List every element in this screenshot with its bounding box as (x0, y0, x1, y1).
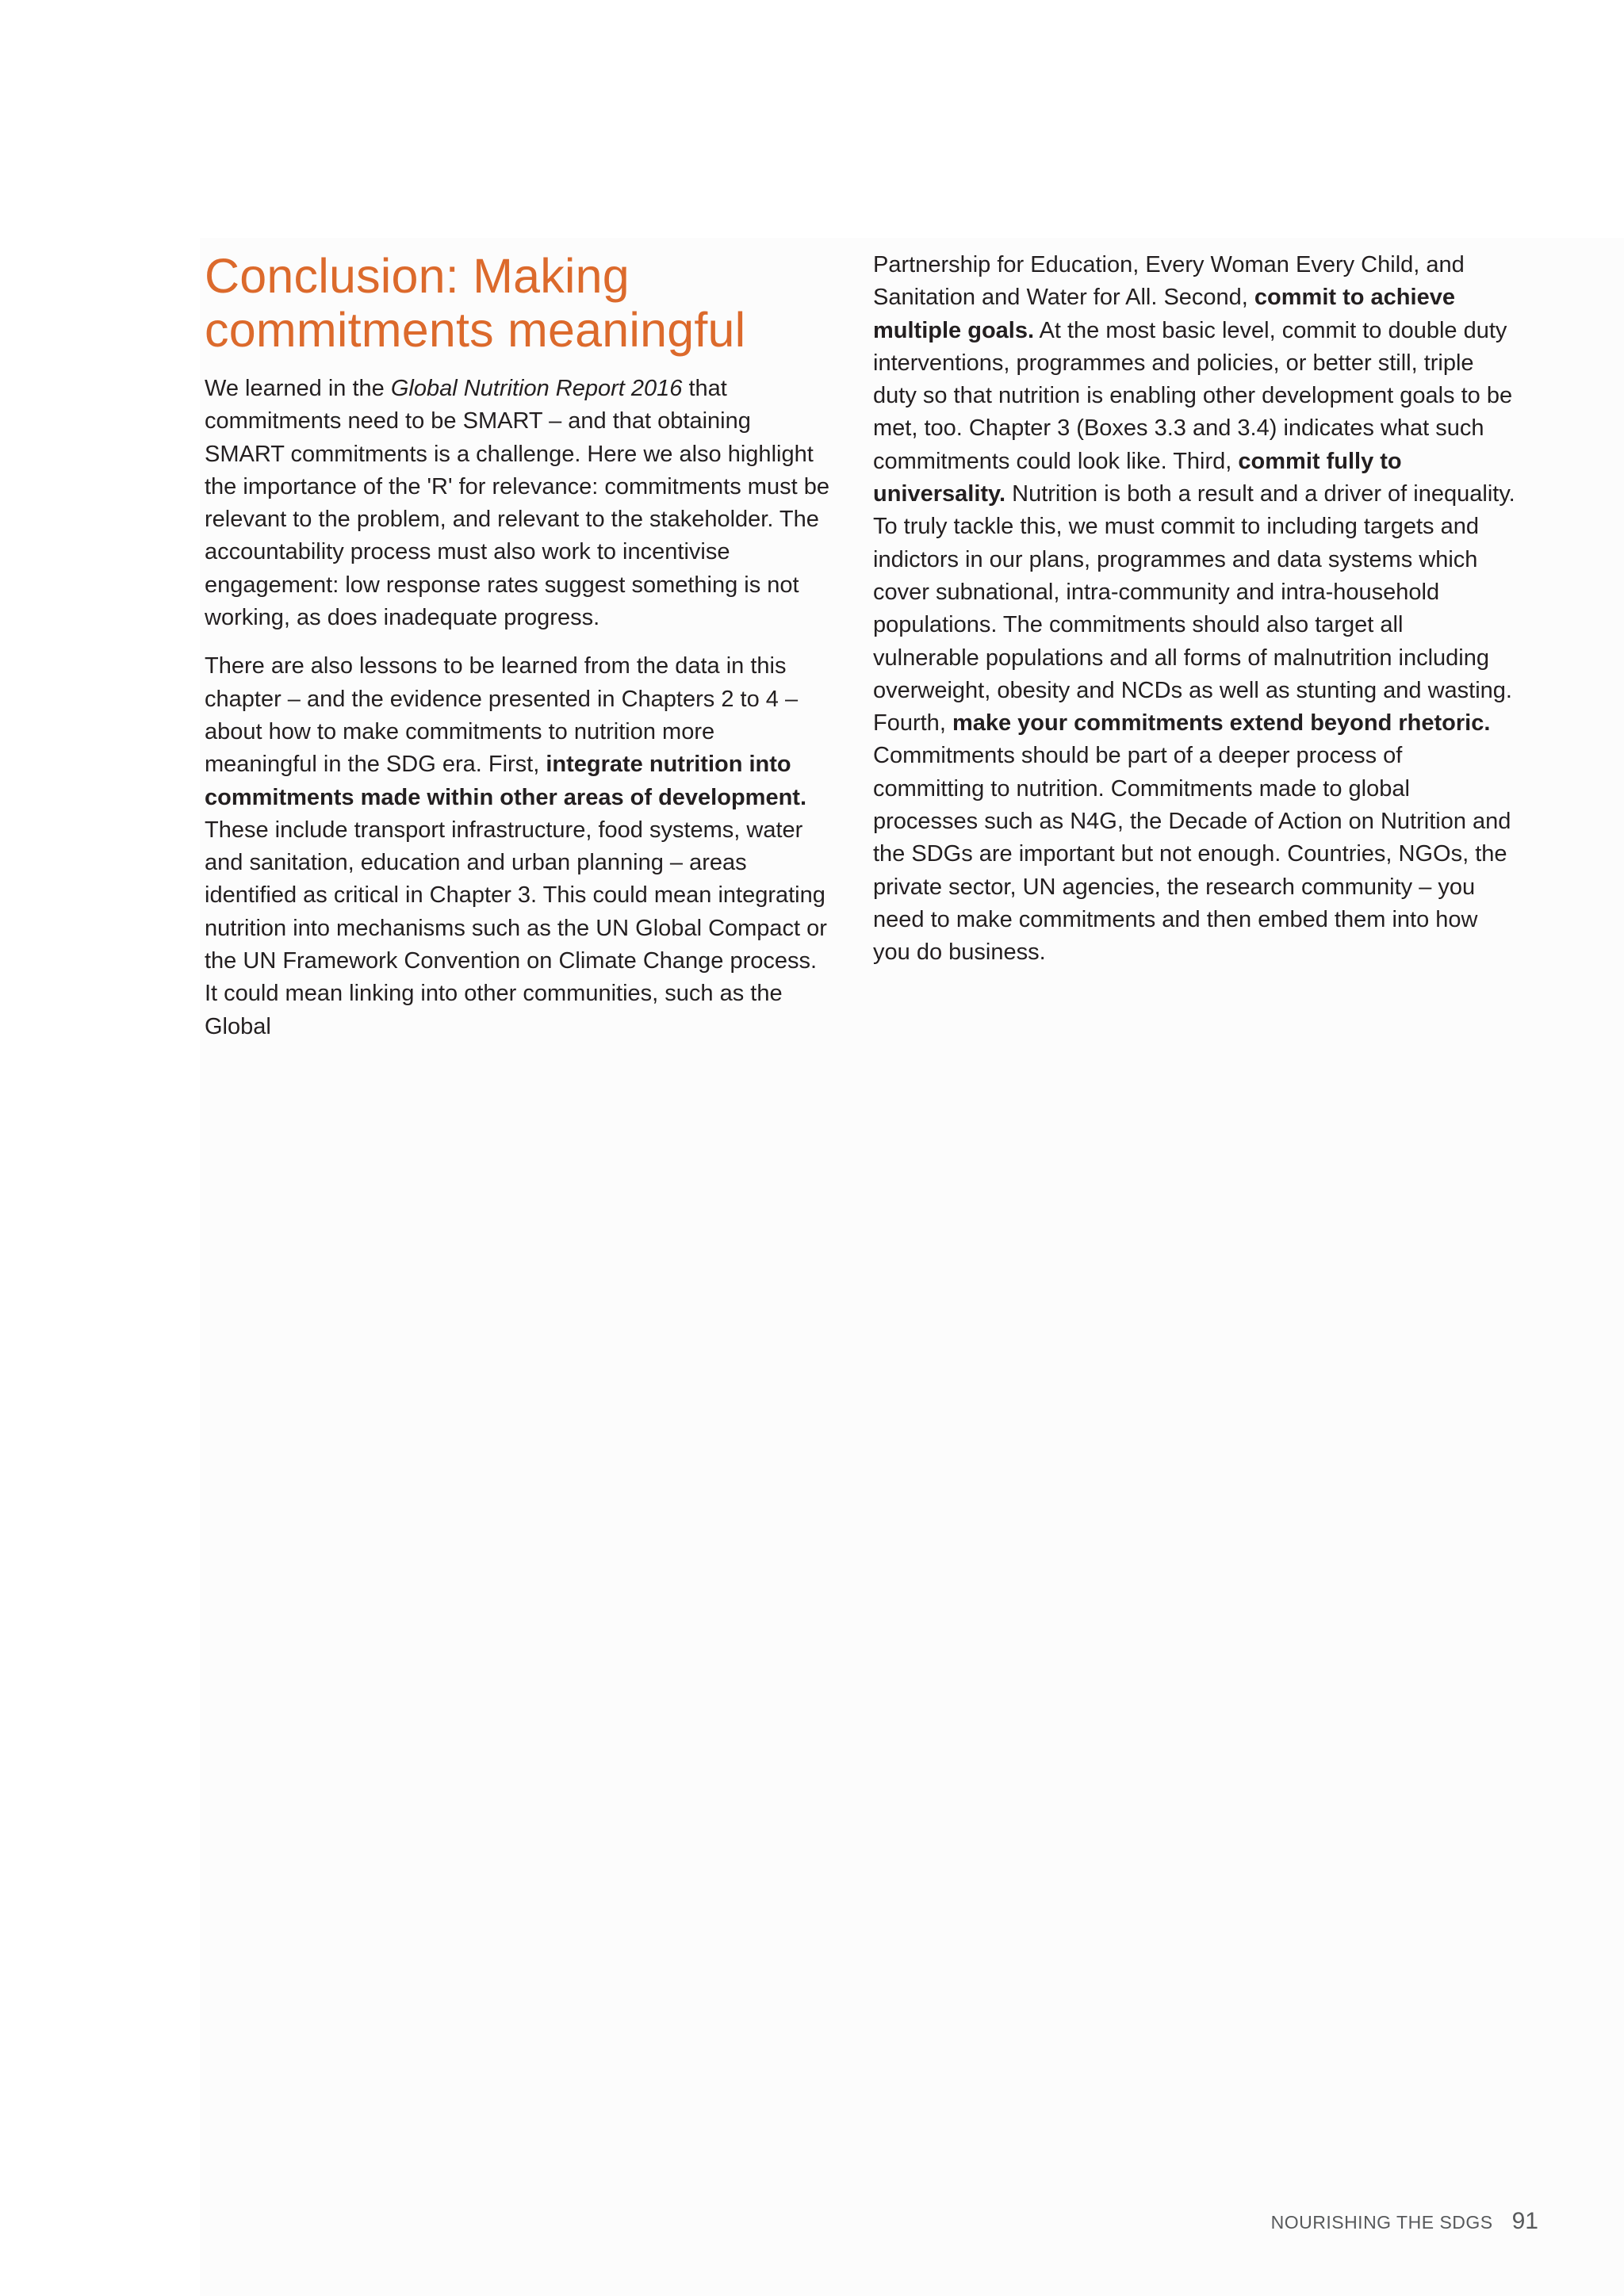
lessons-text-3: At the most basic level, commit to double duty interventions, programmes and policies, or better still, triple duty so that nutrition is enabling other development goals to be met, too. Chapter 3 (Boxes 3.3 and 3.4) indicates what such commitments could look like. Third, (873, 317, 1513, 474)
lessons-text-4: Nutrition is both a result and a driver of inequality. To truly tackle this, we must commit to including targets and indictors in our plans, programmes and data systems which cover subnational, intra-community and intra-household populations. The commitments should also target all vulnerable populations and all forms of malnutrition including overweight, obesity and NCDs as well as stunting and wasting. Fourth, (873, 481, 1515, 737)
lesson-3-emphasis: commit fully to universality. (873, 448, 1402, 507)
left-column (205, 249, 831, 1059)
lessons-paragraph-part1 (205, 650, 831, 1043)
lessons-text-1: There are also lessons to be learned from the data in this chapter – and the evidence presented in Chapters 2 to 4 – about how to make commitments to nutrition more meaningful in the SDG era. First, (205, 653, 799, 778)
lesson-4-emphasis: make your commitments extend beyond rhetoric. (952, 710, 1491, 737)
lessons-paragraph-part2 (873, 249, 1515, 970)
lesson-2-emphasis: commit to achieve multiple goals. (873, 285, 1455, 343)
page-footer (1271, 2208, 1538, 2235)
page-number: 91 (1511, 2208, 1538, 2234)
lesson-1-emphasis: integrate nutrition into commitments made within other areas of development. (205, 752, 806, 810)
intro-paragraph (205, 373, 831, 634)
intro-text-2: that commitments need to be SMART – and that obtaining SMART commitments is a challenge. Here we also highlight the importance of the 'R' for relevance: commitments must be relevant to the problem, and relevant to the stakeholder. The accountability process must also work to incentivise engagement: low response rates suggest something is not working, as does inadequate progress. (205, 376, 829, 631)
footer-section-title: NOURISHING THE SDGS (1270, 2212, 1493, 2233)
lessons-text-2-start: These include transport infrastructure, food systems, water and sanitation, education and urban planning – areas identified as critical in Chapter 3. This could mean integrating nutrition into mechanisms such as the UN Global Compact or the UN Framework Convention on Climate Change process. It could mean linking into other communities, such as the Global (205, 817, 827, 1039)
report-title: Global Nutrition Report 2016 (390, 376, 683, 401)
intro-text-1: We learned in the (205, 376, 391, 401)
right-column (873, 249, 1515, 985)
section-heading: Conclusion: Making commitments meaningful (205, 249, 746, 357)
lessons-text-2-end: Partnership for Education, Every Woman Every Child, and Sanitation and Water for All. Second, (873, 252, 1465, 311)
lessons-text-5: Commitments should be part of a deeper process of committing to nutrition. Commitments made to global processes such as N4G, the Decade of Action on Nutrition and the SDGs are important but not enough. Countries, NGOs, the private sector, UN agencies, the research community – you need to make commitments and then embed them into how you do business. (873, 743, 1511, 966)
